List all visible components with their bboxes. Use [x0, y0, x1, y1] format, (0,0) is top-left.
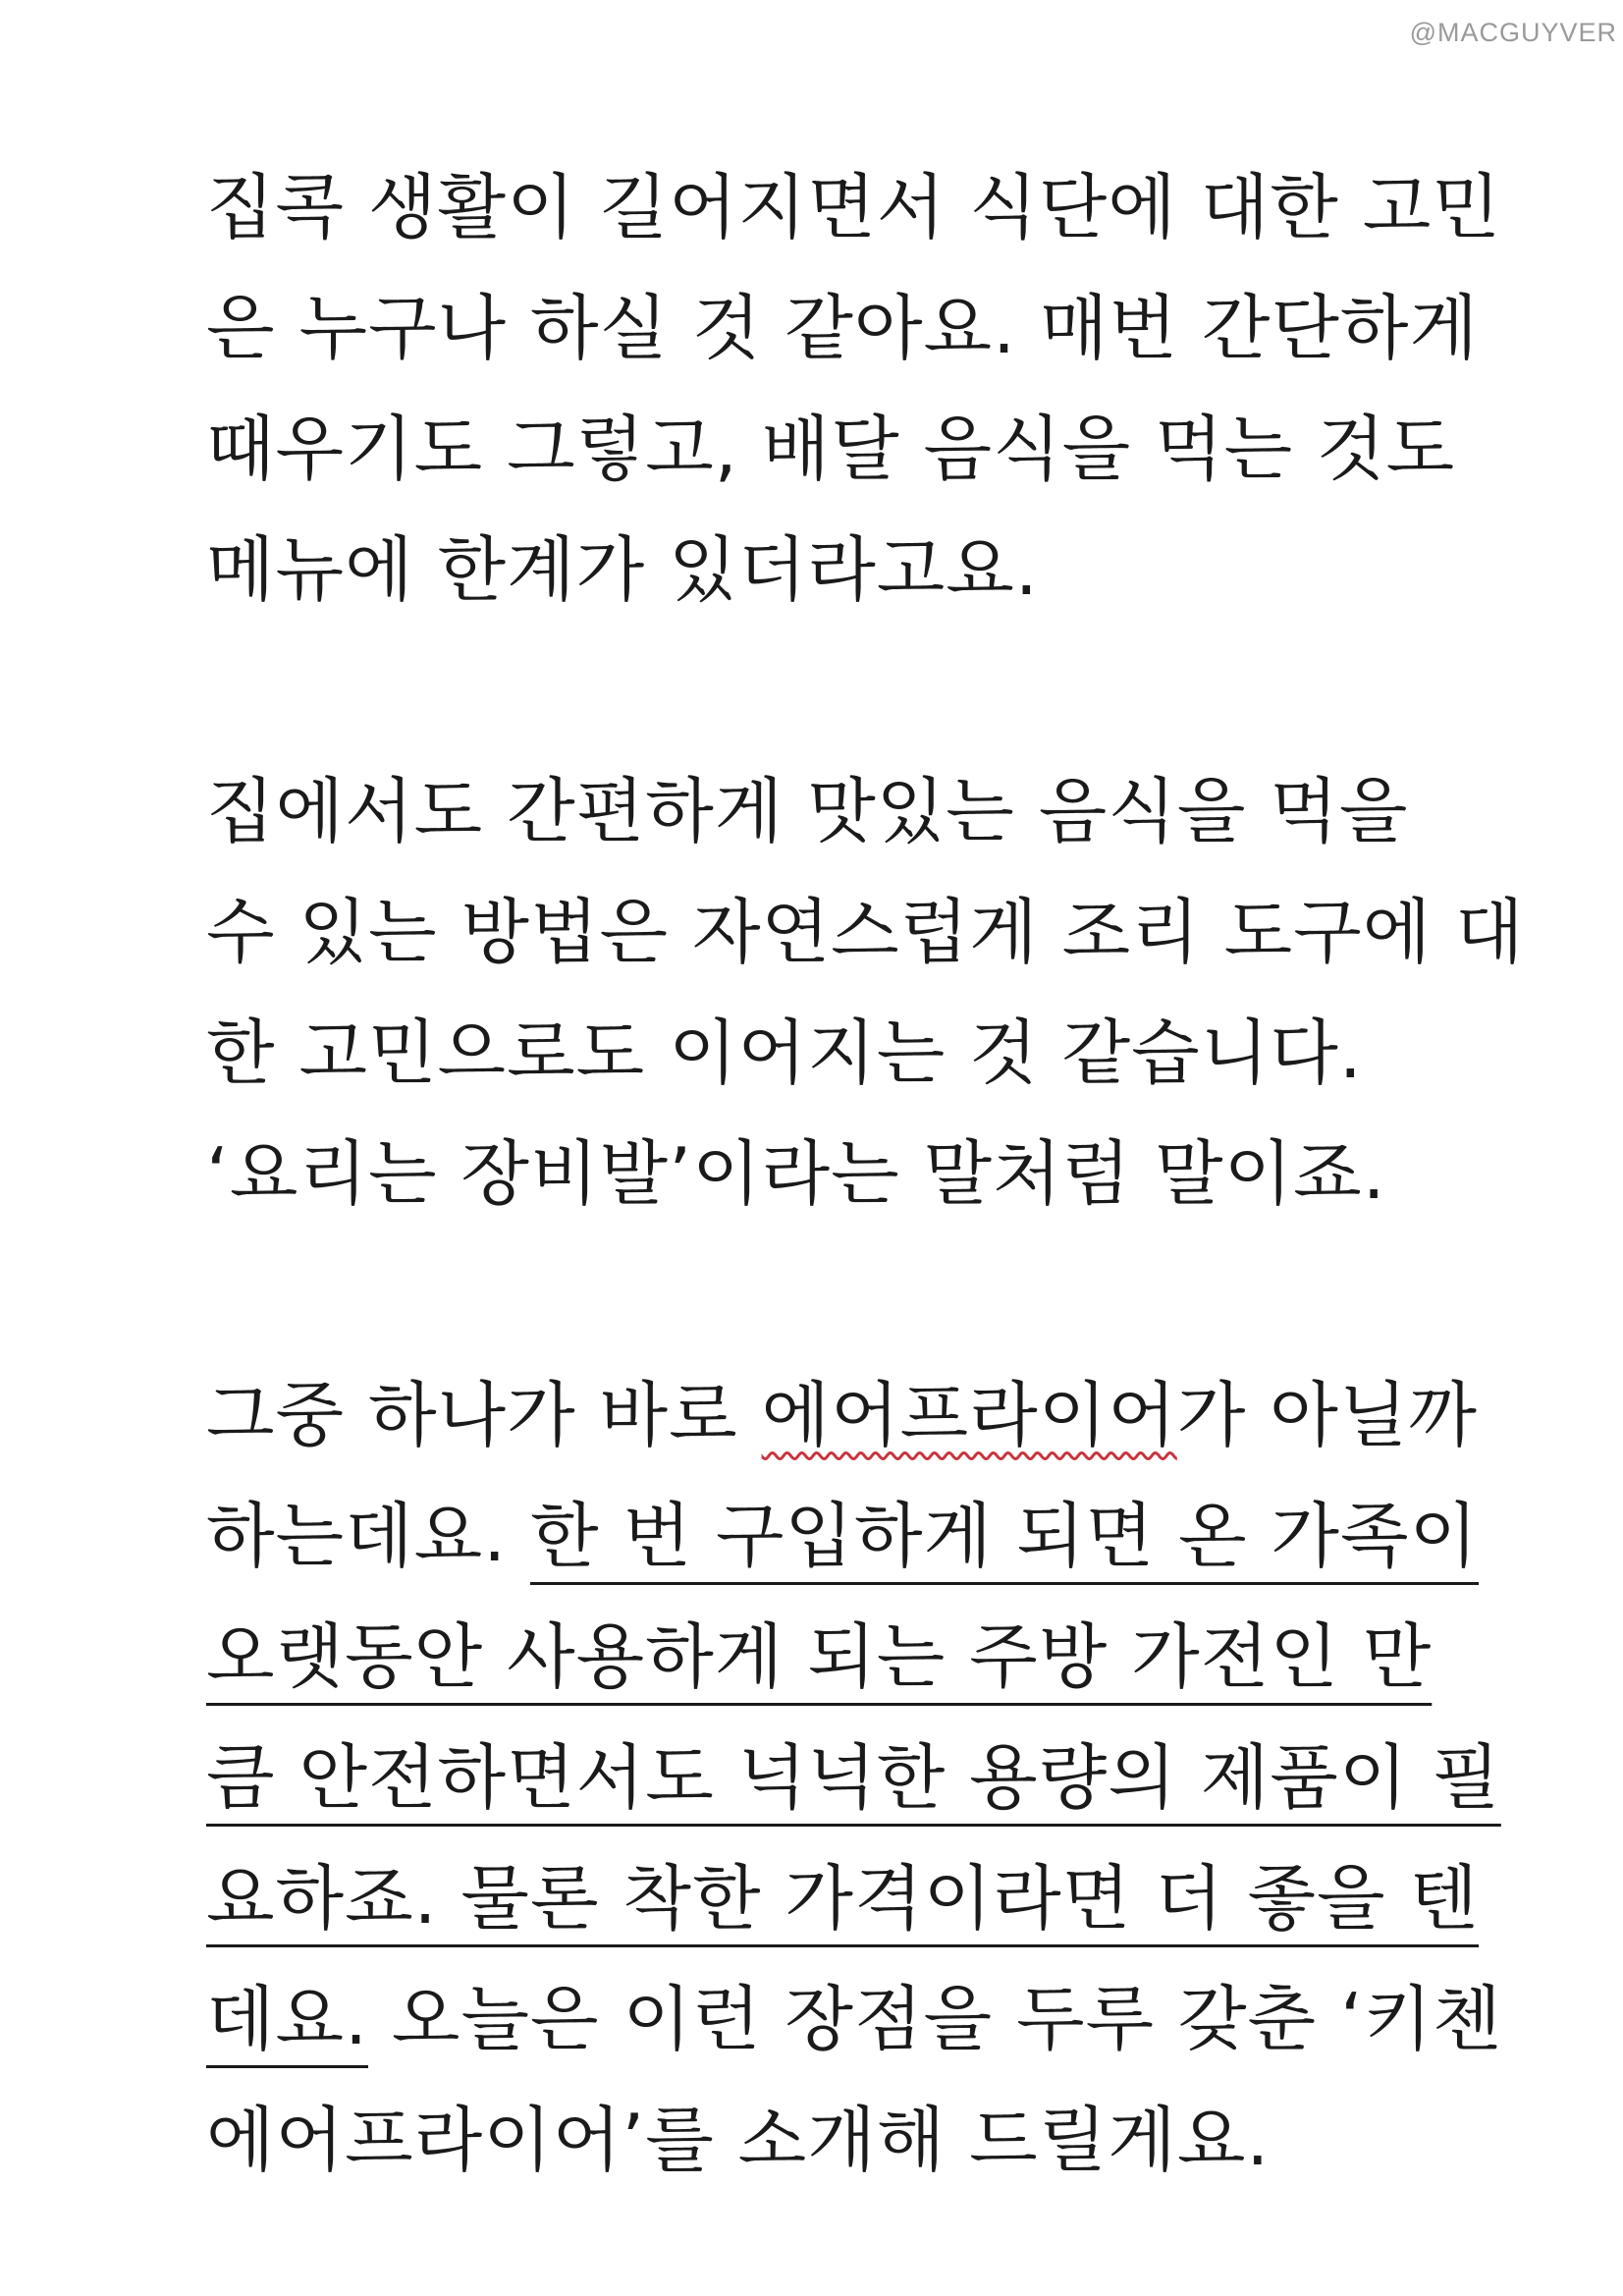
- paragraph-spacer: [206, 1234, 1443, 1355]
- text-line: 때우기도 그렇고, 배달 음식을 먹는 것도: [206, 408, 1456, 490]
- paragraph-2: [206, 751, 1525, 1234]
- text-line: [206, 1476, 1480, 1597]
- text-line: 에어프라이어’를 소개해 드릴게요.: [206, 2099, 1271, 2181]
- text-segment: 가 아닐까: [1176, 1374, 1478, 1456]
- text-line: 한 고민으로도 이어지는 것 같습니다.: [206, 1011, 1363, 1094]
- underlined-text: 요하죠. 물론 착한 가격이라면 더 좋을 텐: [206, 1857, 1480, 1940]
- paragraph-1: [206, 147, 1501, 630]
- text-line: 집에서도 간편하게 맛있는 음식을 먹을: [206, 770, 1409, 852]
- paragraph-spacer: [206, 630, 1443, 751]
- text-line: ‘요리는 장비발’이라는 말처럼 말이죠.: [206, 1132, 1386, 1215]
- text-line: [206, 1959, 1502, 2080]
- article-body: [206, 147, 1525, 2201]
- text-segment: 오늘은 이런 장점을 두루 갖춘 ‘키첸: [368, 1978, 1502, 2060]
- text-line: 메뉴에 한계가 있더라고요.: [206, 528, 1039, 611]
- text-line: [206, 1718, 1501, 1838]
- text-line: 은 누구나 하실 것 같아요. 매번 간단하게: [206, 287, 1480, 369]
- watermark: @MACGUYVER: [1409, 18, 1617, 47]
- text-line: 수 있는 방법은 자연스럽게 조리 도구에 대: [206, 891, 1525, 973]
- paragraph-3: [206, 1355, 1502, 2201]
- text-segment: 하는데요.: [206, 1495, 530, 1577]
- text-line: [206, 1838, 1480, 1959]
- underlined-text: 큼 안전하면서도 넉넉한 용량의 제품이 필: [206, 1736, 1501, 1819]
- text-segment: 그중 하나가 바로: [206, 1374, 762, 1456]
- text-line: [206, 1597, 1443, 1718]
- text-line: 집콕 생활이 길어지면서 식단에 대한 고민: [206, 166, 1501, 248]
- underlined-text: 오랫동안 사용하게 되는 주방 가전인 만: [206, 1615, 1433, 1698]
- underlined-text: 한 번 구입하게 되면 온 가족이: [529, 1495, 1480, 1577]
- underlined-text: 데요.: [206, 1978, 368, 2060]
- highlighted-keyword: 에어프라이어: [761, 1374, 1177, 1456]
- text-line: [206, 1355, 1478, 1476]
